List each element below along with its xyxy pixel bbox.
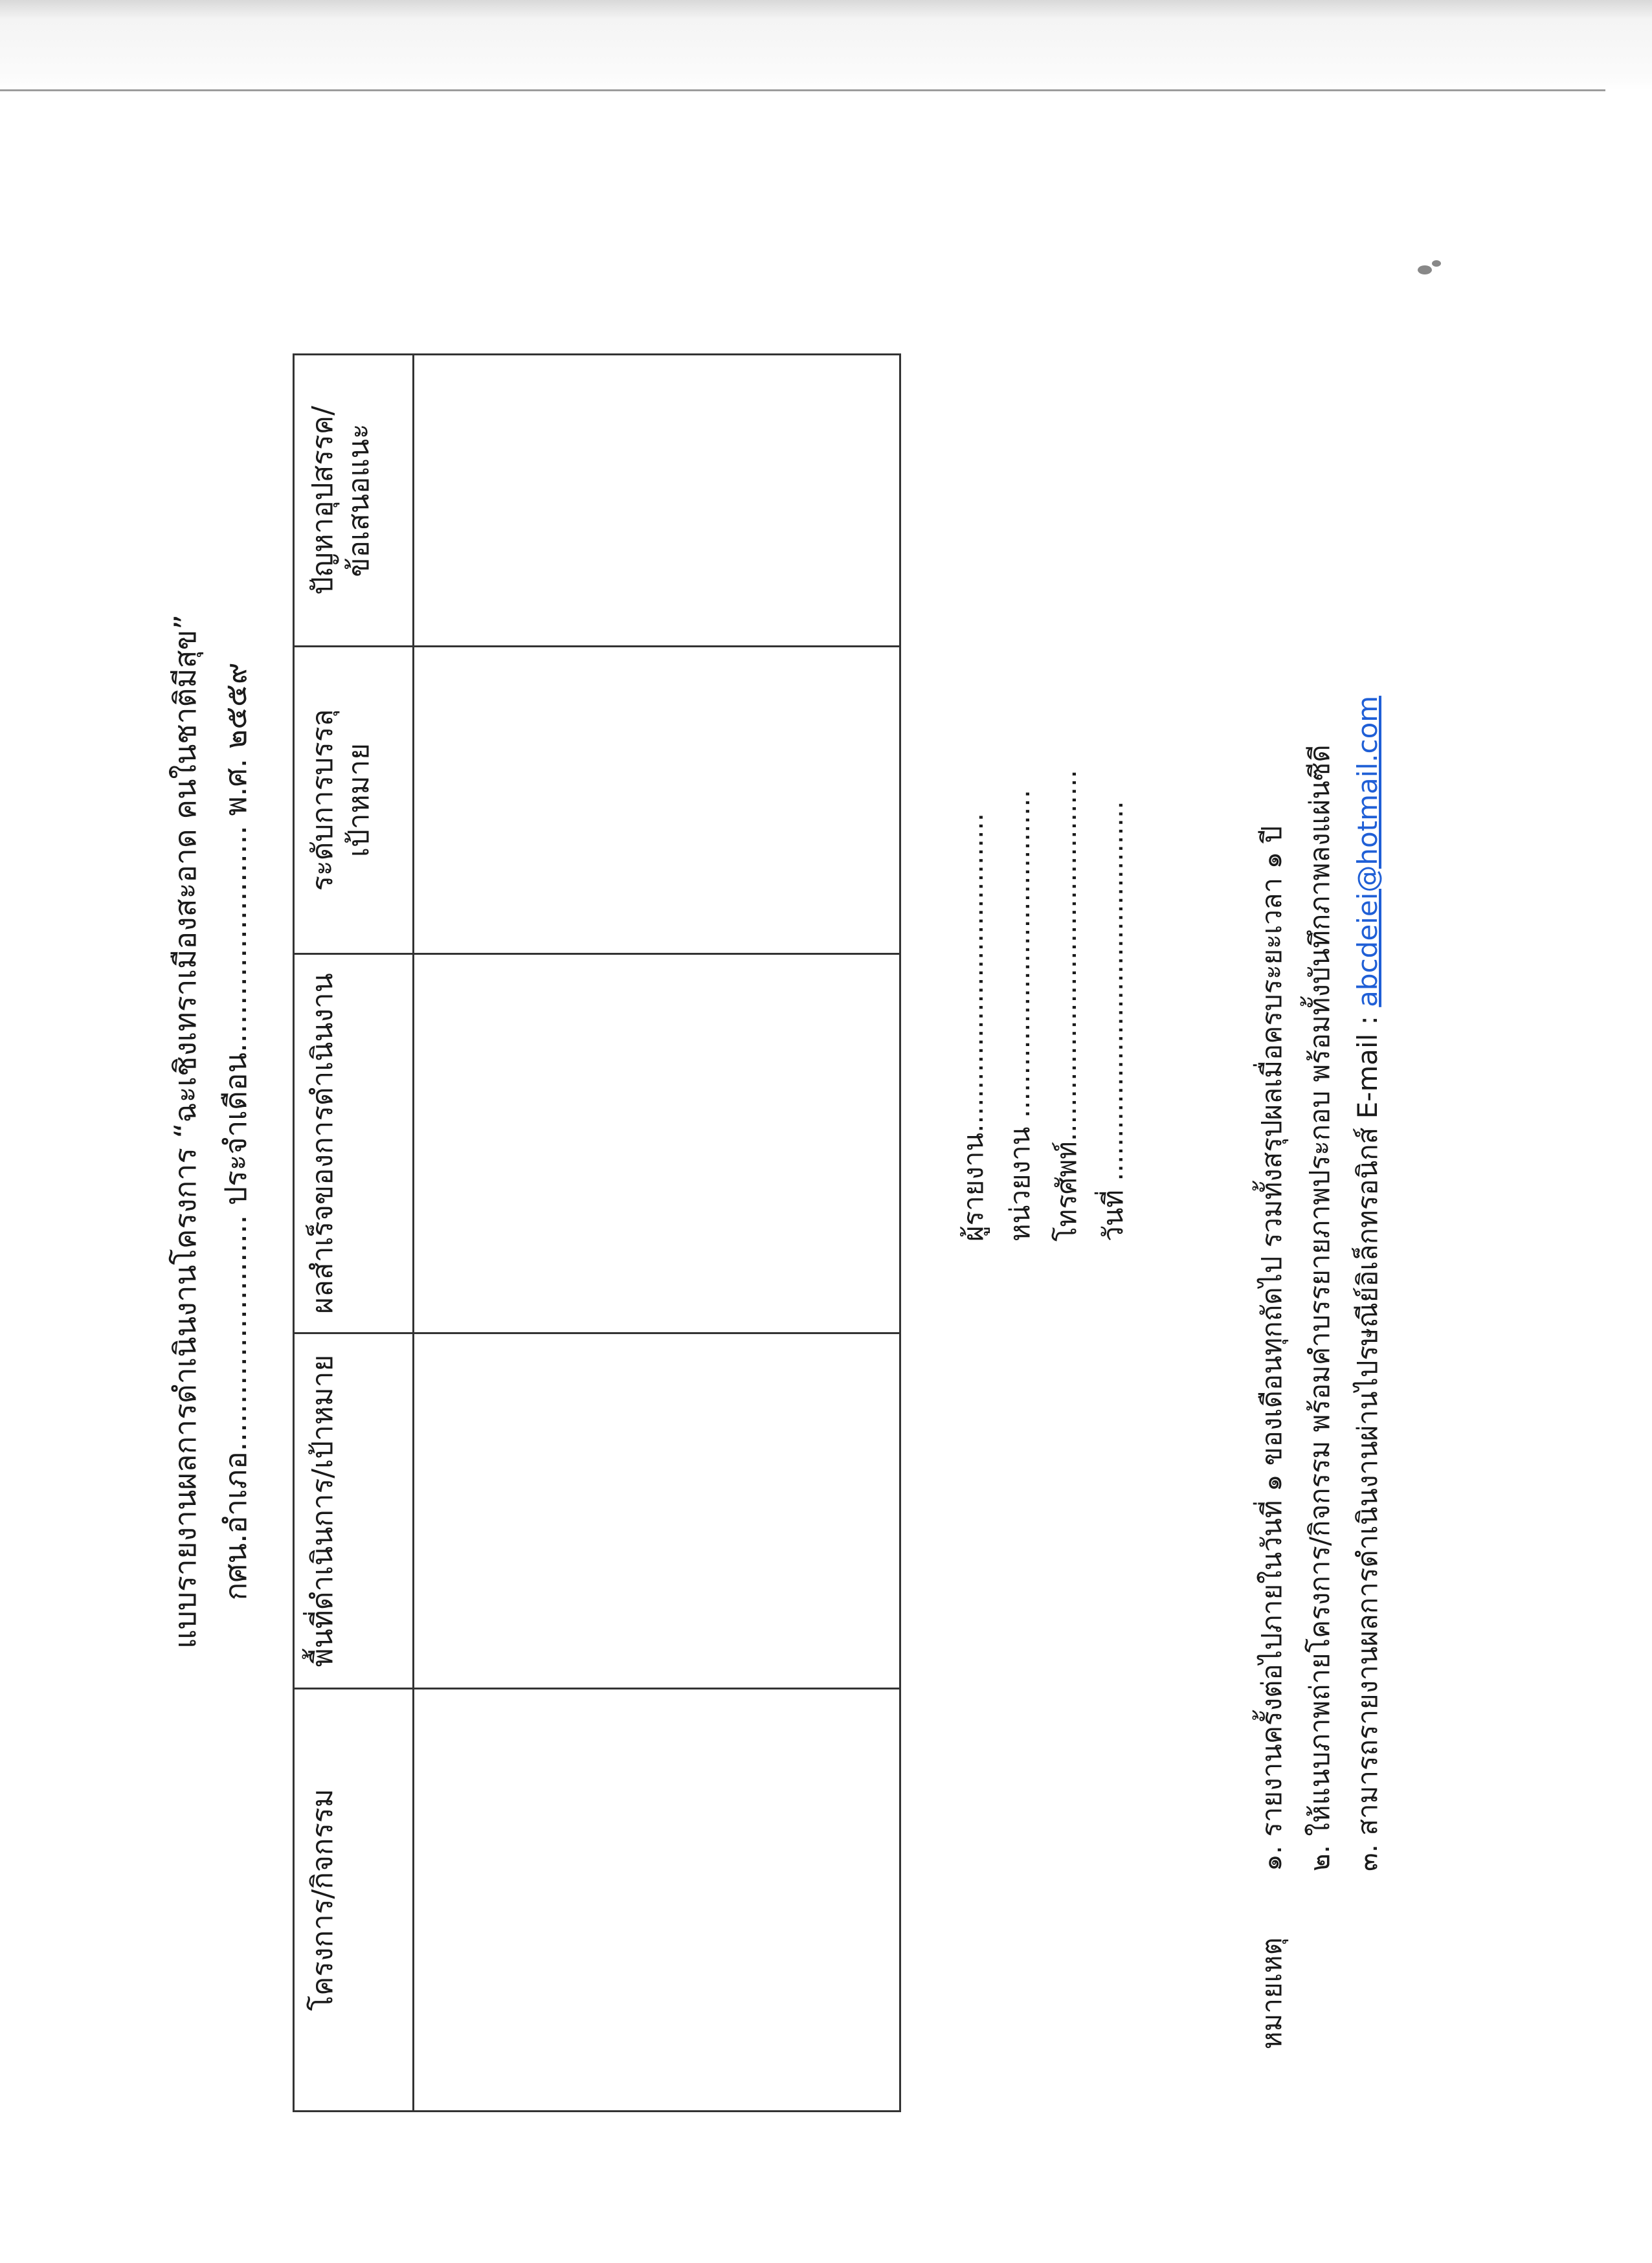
table-cell[interactable] (414, 647, 900, 954)
column-header-area-target: พื้นที่ดำเนินการ/เป้าหมาย (294, 1333, 414, 1689)
date-line[interactable]: วันที่ ............................................ (1097, 801, 1129, 1242)
signature-block (950, 770, 1137, 1242)
column-header-problems-line1: ปัญหาอุปสรรค/ (306, 406, 339, 595)
table-cell[interactable] (414, 1333, 900, 1689)
report-subtitle: กศน.อำเภอ......................... ประจำเดือน........................ พ.ศ. ๒๕๕๙ (218, 662, 253, 1601)
note-item-3 (1344, 696, 1392, 1871)
table-row (414, 355, 900, 2112)
column-header-project: โครงการ/กิจกรรม (294, 1689, 414, 2112)
notes-list (1248, 696, 1392, 1871)
table-cell[interactable] (414, 954, 900, 1333)
reporter-line[interactable]: ผู้รายงาน..................................... (957, 812, 989, 1242)
column-header-achievement: ผลสำเร็จของการดำเนินงาน (294, 954, 414, 1333)
phone-line[interactable]: โทรศัพท์........................................... (1051, 770, 1082, 1242)
column-header-goal-level (294, 647, 414, 954)
note-item-2: ๒. ให้แนบภาพถ่ายโครงการ/กิจกรรม พร้อมคำบรรยายภาพประกอบ พร้อมทั้งบันทึกภาพลงแผ่นซีดี (1304, 744, 1335, 1871)
column-header-goal-level-line2: เป้าหมาย (342, 742, 375, 858)
table-header-row (294, 355, 414, 2112)
note-item-3-text: ๓. สามารถรายงานผลการดำเนินงานผ่านไปรษณีย์อิเล็กทรอนิกส์ E-mail : (1352, 1007, 1383, 1871)
note-item-1: ๑. รายงานครั้งต่อไปภายในวันที่ ๑ ของเดือนทุกถัดไป รวมทั้งสรุปผลเมื่อครบระยะเวลา ๑ ปี (1256, 825, 1288, 1871)
notes-label: หมายเหตุ (1256, 1937, 1288, 2049)
unit-line[interactable]: หน่วยงาน ...................................... (1004, 789, 1036, 1242)
report-title: แบบรายงานผลการดำเนินงานโครงการ “ฉะเชิงเทราเมืองสะอาด คนในชาติมีสุข” (168, 614, 203, 1649)
table-cell[interactable] (414, 1689, 900, 2112)
table-cell[interactable] (414, 355, 900, 647)
column-header-goal-level-line1: ระดับการบรรลุ (306, 709, 339, 891)
email-link[interactable]: abcdeiei@hotmail.com (1352, 695, 1383, 1007)
report-table (293, 353, 901, 2112)
column-header-problems-line2: ข้อเสนอแนะ (342, 423, 375, 577)
column-header-problems (294, 355, 414, 647)
